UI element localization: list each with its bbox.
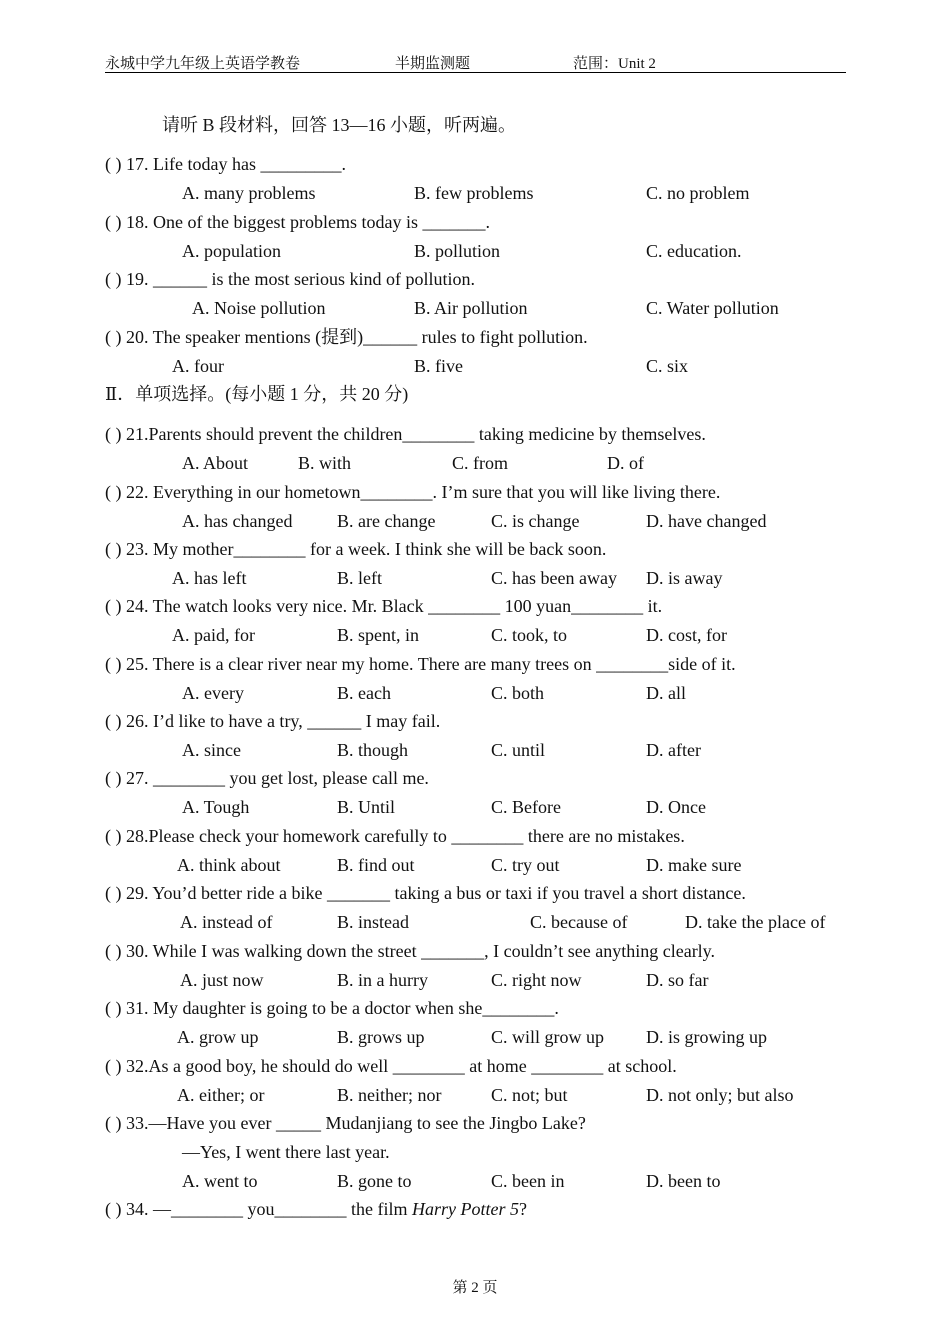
section-2-title: Ⅱ．单项选择。(每小题 1 分，共 20 分) <box>105 384 409 404</box>
option-27d: D. Once <box>646 797 706 817</box>
option-27a: A. Tough <box>182 797 250 817</box>
header-school: 永城中学九年级上英语学教卷 <box>105 56 301 72</box>
option-33b: B. gone to <box>337 1171 412 1191</box>
question-34-suffix: ? <box>518 1199 527 1219</box>
option-25b: B. each <box>337 683 391 703</box>
question-34-film-title: Harry Potter 5 <box>411 1199 519 1219</box>
question-30: ( ) 30. While I was walking down the street _______, I couldn’t see anything clearly. <box>105 941 716 961</box>
option-31a: A. grow up <box>177 1027 259 1047</box>
option-29a: A. instead of <box>180 912 273 932</box>
option-18a: A. population <box>182 241 281 261</box>
option-22a: A. has changed <box>182 511 293 531</box>
option-20c: C. six <box>646 356 689 376</box>
question-23: ( ) 23. My mother________ for a week. I think she will be back soon. <box>105 539 607 559</box>
listening-instruction: 请听 B 段材料，回答 13—16 小题，听两遍。 <box>162 115 517 135</box>
question-24: ( ) 24. The watch looks very nice. Mr. Black ________ 100 yuan________ it. <box>105 596 663 616</box>
option-30a: A. just now <box>180 970 264 990</box>
option-28c: C. try out <box>491 855 560 875</box>
question-33: ( ) 33.—Have you ever _____ Mudanjiang to see the Jingbo Lake? <box>105 1113 586 1133</box>
option-22c: C. is change <box>491 511 580 531</box>
option-26b: B. though <box>337 740 409 760</box>
option-29c: C. because of <box>530 912 628 932</box>
question-34-prefix: ( ) 34. —________ you________ the film <box>105 1199 412 1219</box>
option-28a: A. think about <box>177 855 281 875</box>
header-exam: 半期监测题 <box>395 56 471 72</box>
option-23c: C. has been away <box>491 568 617 588</box>
option-29b: B. instead <box>337 912 409 932</box>
option-20a: A. four <box>172 356 224 376</box>
option-31c: C. will grow up <box>491 1027 605 1047</box>
question-34 <box>105 1198 527 1220</box>
question-21: ( ) 21.Parents should prevent the children________ taking medicine by themselves. <box>105 424 706 444</box>
option-32b: B. neither; nor <box>337 1085 442 1105</box>
question-17: ( ) 17. Life today has _________. <box>105 154 346 174</box>
question-32: ( ) 32.As a good boy, he should do well ________ at home ________ at school. <box>105 1056 677 1076</box>
question-29: ( ) 29. You’d better ride a bike _______ taking a bus or taxi if you travel a short distance. <box>105 883 746 903</box>
question-25: ( ) 25. There is a clear river near my home. There are many trees on ________side of it. <box>105 654 736 674</box>
option-26d: D. after <box>646 740 701 760</box>
option-21c: C. from <box>452 453 508 473</box>
option-32c: C. not; but <box>491 1085 568 1105</box>
page-header <box>105 50 846 73</box>
question-22: ( ) 22. Everything in our hometown________. I’m sure that you will like living there. <box>105 482 721 502</box>
option-31d: D. is growing up <box>646 1027 767 1047</box>
option-32d: D. not only; but also <box>646 1085 794 1105</box>
question-28: ( ) 28.Please check your homework carefully to ________ there are no mistakes. <box>105 826 685 846</box>
option-24a: A. paid, for <box>172 625 255 645</box>
option-27c: C. Before <box>491 797 561 817</box>
option-25c: C. both <box>491 683 545 703</box>
option-30b: B. in a hurry <box>337 970 428 990</box>
question-19: ( ) 19. ______ is the most serious kind of pollution. <box>105 269 475 289</box>
option-33d: D. been to <box>646 1171 721 1191</box>
option-23a: A. has left <box>172 568 247 588</box>
question-27: ( ) 27. ________ you get lost, please call me. <box>105 768 429 788</box>
option-31b: B. grows up <box>337 1027 425 1047</box>
option-24d: D. cost, for <box>646 625 727 645</box>
option-20b: B. five <box>414 356 463 376</box>
question-26: ( ) 26. I’d like to have a try, ______ I may fail. <box>105 711 441 731</box>
option-30c: C. right now <box>491 970 582 990</box>
option-27b: B. Until <box>337 797 396 817</box>
question-20: ( ) 20. The speaker mentions (提到)______ rules to fight pollution. <box>105 327 588 347</box>
option-22d: D. have changed <box>646 511 767 531</box>
option-25d: D. all <box>646 683 686 703</box>
option-21a: A. About <box>182 453 249 473</box>
option-21d: D. of <box>607 453 644 473</box>
option-19c: C. Water pollution <box>646 298 779 318</box>
option-23b: B. left <box>337 568 382 588</box>
option-28b: B. find out <box>337 855 415 875</box>
option-32a: A. either; or <box>177 1085 265 1105</box>
question-31: ( ) 31. My daughter is going to be a doctor when she________. <box>105 998 559 1018</box>
option-18c: C. education. <box>646 241 742 261</box>
option-26a: A. since <box>182 740 241 760</box>
option-19a: A. Noise pollution <box>192 298 326 318</box>
option-28d: D. make sure <box>646 855 742 875</box>
option-24b: B. spent, in <box>337 625 420 645</box>
option-21b: B. with <box>298 453 352 473</box>
question-18: ( ) 18. One of the biggest problems today is _______. <box>105 212 490 232</box>
option-33c: C. been in <box>491 1171 565 1191</box>
question-33-reply: —Yes, I went there last year. <box>182 1142 390 1162</box>
option-22b: B. are change <box>337 511 436 531</box>
option-23d: D. is away <box>646 568 723 588</box>
option-25a: A. every <box>182 683 244 703</box>
option-33a: A. went to <box>182 1171 258 1191</box>
option-18b: B. pollution <box>414 241 501 261</box>
option-17a: A. many problems <box>182 183 316 203</box>
option-17c: C. no problem <box>646 183 750 203</box>
page-number: 第 2 页 <box>452 1280 498 1296</box>
option-26c: C. until <box>491 740 546 760</box>
option-29d: D. take the place of <box>685 912 826 932</box>
option-17b: B. few problems <box>414 183 534 203</box>
header-scope: 范围：Unit 2 <box>573 56 656 72</box>
option-30d: D. so far <box>646 970 709 990</box>
option-19b: B. Air pollution <box>414 298 528 318</box>
option-24c: C. took, to <box>491 625 568 645</box>
